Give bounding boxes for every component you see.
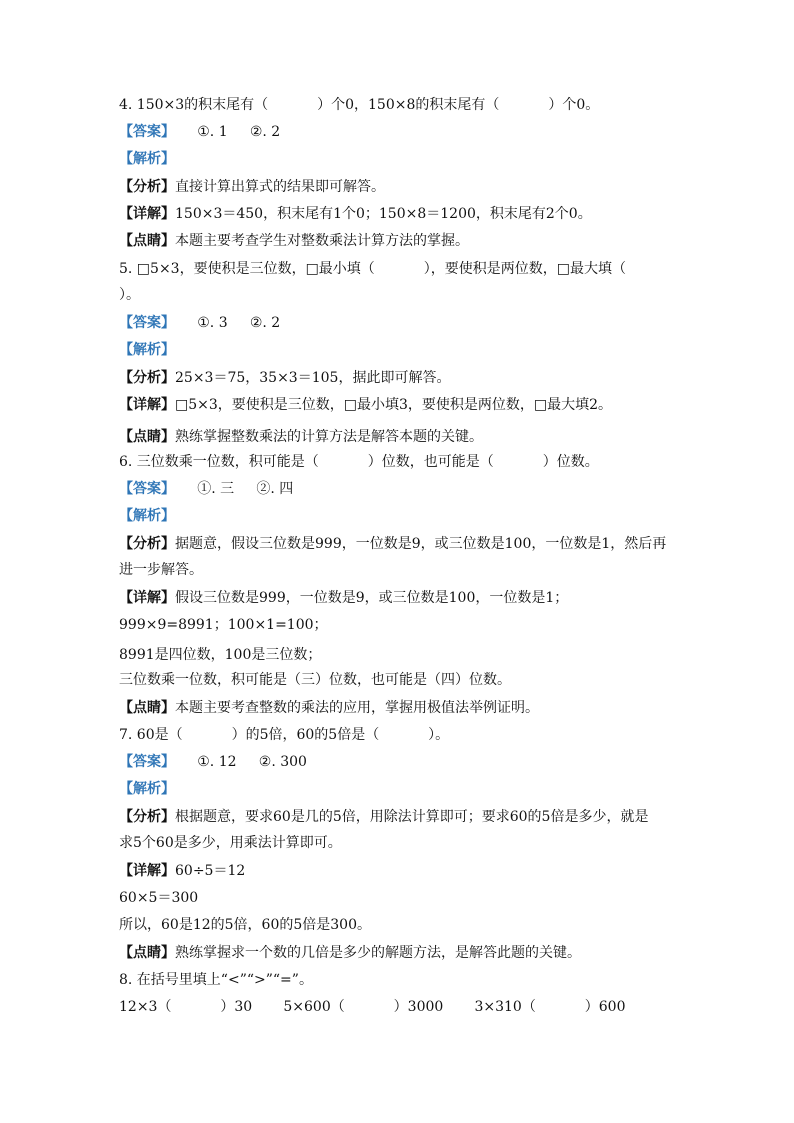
- text-line: [119, 698, 539, 718]
- text-line: [119, 395, 612, 415]
- text-line: [119, 970, 313, 990]
- line-text: ①. 3 ②. 2: [175, 315, 281, 331]
- line-text: 7. 60是（ ）的5倍，60的5倍是（ ）。: [119, 727, 450, 743]
- section-tag: 【分析】: [119, 536, 175, 552]
- text-line: [119, 506, 175, 526]
- line-text: 8991是四位数，100是三位数；: [119, 647, 322, 663]
- text-line: [119, 259, 626, 279]
- text-line: [119, 95, 599, 115]
- line-text: 所以，60是12的5倍，60的5倍是300。: [119, 917, 371, 933]
- section-tag: 【详解】: [119, 590, 175, 606]
- line-text: 根据题意，要求60是几的5倍，用除法计算即可；要求60的5倍是多少，就是: [175, 809, 649, 825]
- text-line: [119, 313, 280, 333]
- text-line: [119, 861, 245, 881]
- text-line: [119, 231, 469, 251]
- line-text: 熟练掌握求一个数的几倍是多少的解题方法，是解答此题的关键。: [175, 945, 581, 961]
- line-text: 本题主要考查整数的乘法的应用，掌握用极值法举例证明。: [175, 700, 539, 716]
- text-line: [119, 888, 198, 908]
- text-line: [119, 149, 175, 169]
- line-text: 本题主要考查学生对整数乘法计算方法的掌握。: [175, 233, 469, 249]
- section-tag: 【点睛】: [119, 945, 175, 961]
- line-text: ）。: [119, 287, 140, 303]
- text-line: [119, 177, 385, 197]
- text-line: [119, 122, 280, 142]
- section-tag: 【详解】: [119, 397, 175, 413]
- line-text: ①. 三 ②. 四: [175, 481, 294, 497]
- section-tag: 【分析】: [119, 370, 175, 386]
- line-text: 据题意，假设三位数是999，一位数是9，或三位数是100，一位数是1，然后再: [175, 536, 667, 552]
- line-text: 求5个60是多少，用乘法计算即可。: [119, 835, 342, 851]
- text-line: [119, 588, 568, 608]
- section-tag: 【解析】: [119, 342, 175, 358]
- section-tag: 【答案】: [119, 754, 175, 770]
- line-text: 999×9=8991；100×1=100；: [119, 617, 328, 633]
- section-tag: 【分析】: [119, 809, 175, 825]
- text-line: [119, 997, 626, 1017]
- text-line: [119, 285, 140, 305]
- line-text: 6. 三位数乘一位数，积可能是（ ）位数，也可能是（ ）位数。: [119, 454, 599, 470]
- text-line: [119, 645, 321, 665]
- text-line: [119, 534, 666, 554]
- text-line: [119, 615, 328, 635]
- text-line: [119, 479, 293, 499]
- section-tag: 【答案】: [119, 124, 175, 140]
- line-text: 12×3（ ）30 5×600（ ）3000 3×310（ ）600: [119, 999, 626, 1015]
- section-tag: 【详解】: [119, 206, 175, 222]
- line-text: 150×3＝450，积末尾有1个0；150×8＝1200，积末尾有2个0。: [175, 206, 592, 222]
- text-line: [119, 807, 648, 827]
- text-line: [119, 368, 450, 388]
- line-text: 直接计算出算式的结果即可解答。: [175, 179, 385, 195]
- text-line: [119, 752, 307, 772]
- line-text: 60÷5＝12: [175, 863, 246, 879]
- text-line: [119, 427, 483, 447]
- section-tag: 【答案】: [119, 481, 175, 497]
- section-tag: 【解析】: [119, 508, 175, 524]
- section-tag: 【点睛】: [119, 429, 175, 445]
- section-tag: 【解析】: [119, 781, 175, 797]
- line-text: 进一步解答。: [119, 562, 203, 578]
- text-line: [119, 915, 371, 935]
- section-tag: 【解析】: [119, 151, 175, 167]
- text-line: [119, 670, 511, 690]
- line-text: 三位数乘一位数，积可能是（三）位数，也可能是（四）位数。: [119, 672, 511, 688]
- text-line: [119, 452, 599, 472]
- line-text: 8. 在括号里填上“<”“>”“=”。: [119, 972, 313, 988]
- line-text: 4. 150×3的积末尾有（ ）个0，150×8的积末尾有（ ）个0。: [119, 97, 600, 113]
- section-tag: 【详解】: [119, 863, 175, 879]
- section-tag: 【点睛】: [119, 700, 175, 716]
- line-text: ①. 1 ②. 2: [175, 124, 281, 140]
- line-text: 60×5＝300: [119, 890, 199, 906]
- section-tag: 【分析】: [119, 179, 175, 195]
- line-text: 熟练掌握整数乘法的计算方法是解答本题的关键。: [175, 429, 483, 445]
- line-text: ①. 12 ②. 300: [175, 754, 307, 770]
- text-line: [119, 725, 449, 745]
- text-line: [119, 560, 203, 580]
- line-text: 25×3＝75，35×3＝105，据此即可解答。: [175, 370, 451, 386]
- text-line: [119, 340, 175, 360]
- line-text: □5×3，要使积是三位数，□最小填3，要使积是两位数，□最大填2。: [175, 397, 613, 413]
- text-line: [119, 204, 592, 224]
- section-tag: 【点睛】: [119, 233, 175, 249]
- line-text: 假设三位数是999，一位数是9，或三位数是100，一位数是1；: [175, 590, 569, 606]
- text-line: [119, 779, 175, 799]
- text-line: [119, 833, 342, 853]
- line-text: 5. □5×3，要使积是三位数，□最小填（ ），要使积是两位数，□最大填（: [119, 261, 626, 277]
- text-line: [119, 943, 581, 963]
- section-tag: 【答案】: [119, 315, 175, 331]
